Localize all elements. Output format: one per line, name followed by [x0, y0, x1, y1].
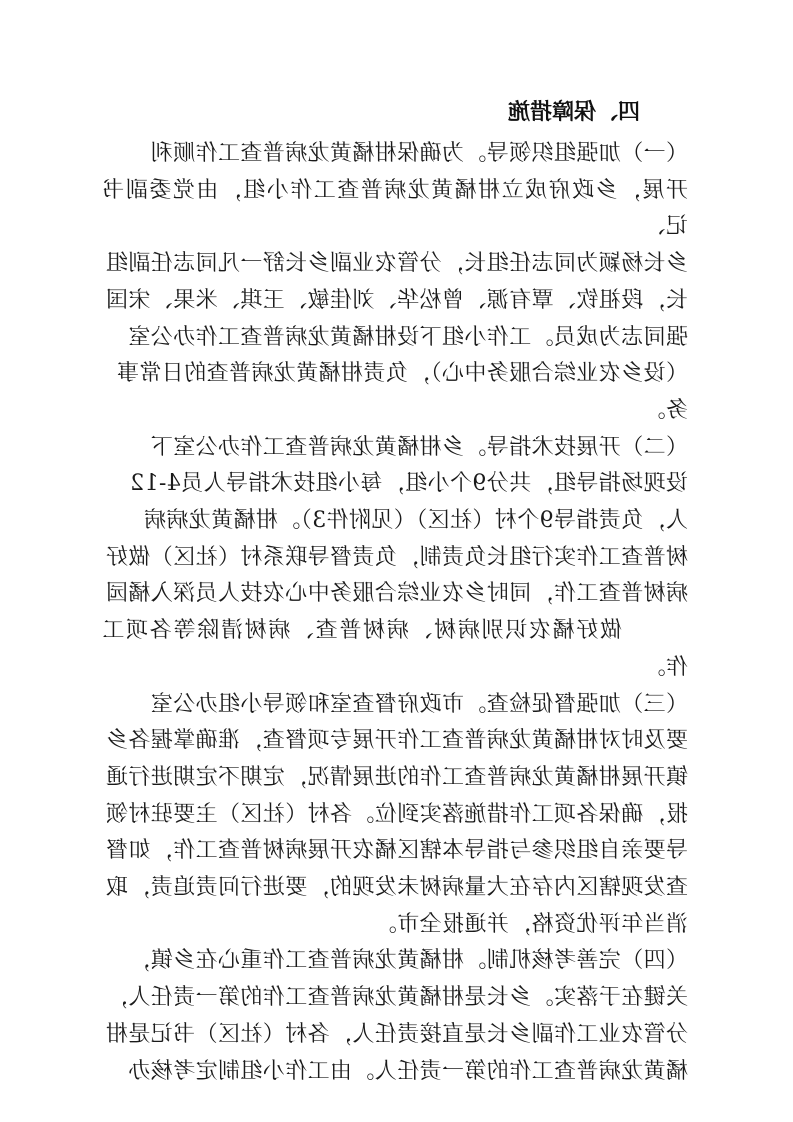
- text-line: 关键在于落实。乡长是柑橘黄龙病普查工作的第一责任人，: [105, 985, 688, 1011]
- text-line: （四）完善考核机制。柑橘黄龙病普查工作重心在乡镇，: [127, 948, 688, 974]
- text-line: 务。: [643, 397, 688, 423]
- text-line: 设现场指导组，共分9个小组，每小组技术指导人员4-12: [129, 471, 688, 497]
- text-line: 查发现辖区内存在大量病树未发现的，要进行问责追责，取: [105, 875, 688, 901]
- text-line: 开展，乡政府成立柑橘黄龙病普查工作小组，由党委副书记、: [102, 177, 688, 240]
- text-line: 分管农业工作副乡长是直接责任人，各村（社区）书记是柑: [105, 1021, 688, 1047]
- section-heading: 四、保障措施: [507, 100, 640, 125]
- text-line: （二）开展技术指导。乡柑橘黄龙病普查工作办公室下: [150, 434, 688, 460]
- text-line: 消当年评优资格，并通报全市。: [374, 911, 688, 937]
- text-line: 橘黄龙病普查工作的第一责任人。由工作小组制定考核办: [127, 1058, 688, 1084]
- text-line: 长，段祖钦、覃有源、曾松华、刘佳敏、王琪、米果、宋国: [105, 287, 688, 313]
- text-line: （三）加强督促检查。市政府督查室和领导小组办公室: [150, 691, 688, 717]
- text-line: 树普查工作实行组长负责制，负责督导联系村（社区）做好: [105, 544, 688, 570]
- text-line: 导要亲自组织参与指导本辖区橘农开展病树普查工作，如督: [105, 838, 688, 864]
- text-line: 报，确保各项工作措施落实到位。各村（社区）主要驻村领: [105, 801, 688, 827]
- text-line: 人，负责指导9个村（社区）（见附件3）。柑橘黄龙病病: [143, 508, 688, 534]
- body-text: [102, 136, 688, 1090]
- text-line: 强同志为成员。工作小组下设柑橘黄龙病普查工作办公室: [127, 324, 688, 350]
- text-line: （设乡农业综合服务中心），负责柑橘黄龙病普查的日常事: [116, 361, 688, 387]
- text-line: 要及时对柑橘黄龙病普查工作开展专项督查，准确掌握各乡: [105, 728, 688, 754]
- text-line: 镇开展柑橘黄龙病普查工作的进展情况，定期不定期进行通: [105, 764, 688, 790]
- text-line: （一）加强组织领导。为确保柑橘黄龙病普查工作顺利: [150, 141, 688, 166]
- text-line: 病树普查工作，同时乡农业综合服务中心农技人员深入橘园: [105, 581, 688, 607]
- text-line: 做好橘农识别病树、病树普查、病树清除等各项工作。: [102, 618, 688, 680]
- text-line: 乡长杨颖为同志任组长，分管农业副乡长舒一凡同志任副组: [105, 251, 688, 277]
